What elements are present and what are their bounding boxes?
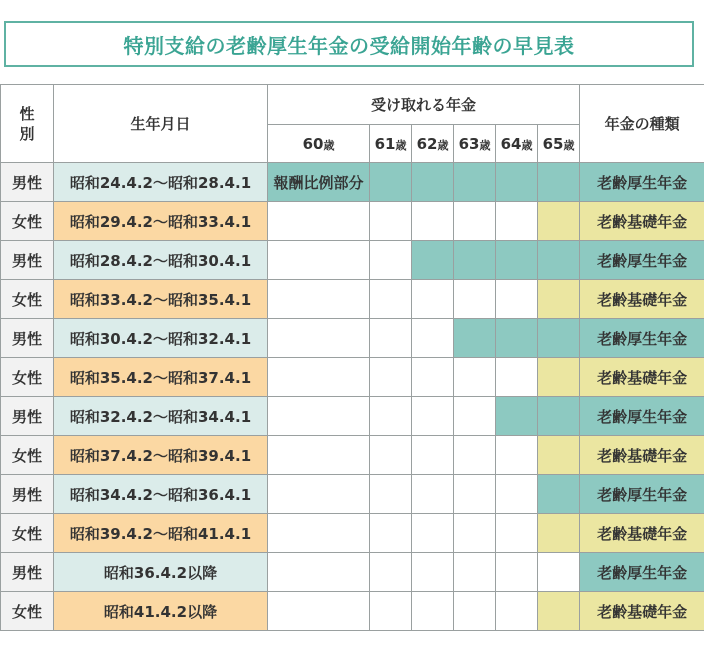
age-cell-4 bbox=[496, 241, 538, 280]
age-cell-5 bbox=[538, 319, 580, 358]
age-cell-1 bbox=[370, 202, 412, 241]
age-cell-2 bbox=[412, 202, 454, 241]
age-cell-0 bbox=[268, 436, 370, 475]
header-row-1 bbox=[1, 85, 704, 125]
age-cell-4 bbox=[496, 436, 538, 475]
table-row bbox=[1, 202, 704, 241]
age-cell-2 bbox=[412, 280, 454, 319]
header-age-62 bbox=[412, 125, 454, 163]
age-cell-2 bbox=[412, 514, 454, 553]
header-birth: 生年月日 bbox=[54, 85, 268, 163]
row-pension-kind: 老齢基礎年金 bbox=[580, 358, 704, 397]
table-body bbox=[1, 163, 704, 631]
age-cell-4 bbox=[496, 514, 538, 553]
age-cell-2 bbox=[412, 163, 454, 202]
table-row bbox=[1, 319, 704, 358]
age-cell-5 bbox=[538, 514, 580, 553]
row-pension-kind: 老齢基礎年金 bbox=[580, 592, 704, 631]
age-cell-0 bbox=[268, 514, 370, 553]
age-cell-4 bbox=[496, 475, 538, 514]
header-age-num: 62 bbox=[416, 134, 438, 153]
row-birthdate: 昭和36.4.2以降 bbox=[54, 553, 268, 592]
table-row bbox=[1, 592, 704, 631]
header-age-num: 61 bbox=[374, 134, 396, 153]
age-cell-1 bbox=[370, 397, 412, 436]
age-cell-1 bbox=[370, 319, 412, 358]
row-pension-kind: 老齢厚生年金 bbox=[580, 241, 704, 280]
row-sex: 女性 bbox=[1, 358, 54, 397]
age-cell-1 bbox=[370, 241, 412, 280]
age-cell-3 bbox=[454, 475, 496, 514]
header-receive: 受け取れる年金 bbox=[268, 85, 580, 125]
header-age-unit: 歳 bbox=[323, 138, 335, 152]
age-cell-5 bbox=[538, 475, 580, 514]
header-age-num: 64 bbox=[500, 134, 522, 153]
row-sex: 男性 bbox=[1, 319, 54, 358]
row-sex: 女性 bbox=[1, 202, 54, 241]
row-birthdate: 昭和34.4.2～昭和36.4.1 bbox=[54, 475, 268, 514]
header-age-unit: 歳 bbox=[479, 138, 491, 152]
row-sex: 女性 bbox=[1, 514, 54, 553]
row-birthdate: 昭和28.4.2～昭和30.4.1 bbox=[54, 241, 268, 280]
age-cell-4 bbox=[496, 163, 538, 202]
age-cell-3 bbox=[454, 280, 496, 319]
pension-table bbox=[0, 84, 704, 631]
age-cell-0 bbox=[268, 592, 370, 631]
age-cell-3 bbox=[454, 241, 496, 280]
age-cell-3 bbox=[454, 397, 496, 436]
header-sex-label: 性別 bbox=[19, 104, 35, 143]
header-age-unit: 歳 bbox=[437, 138, 449, 152]
row-birthdate: 昭和39.4.2～昭和41.4.1 bbox=[54, 514, 268, 553]
table-row bbox=[1, 436, 704, 475]
row-sex: 女性 bbox=[1, 592, 54, 631]
header-sex bbox=[1, 85, 54, 163]
row-pension-kind: 老齢厚生年金 bbox=[580, 319, 704, 358]
age-cell-5 bbox=[538, 241, 580, 280]
header-age-64 bbox=[496, 125, 538, 163]
row-pension-kind: 老齢基礎年金 bbox=[580, 436, 704, 475]
row-pension-kind: 老齢基礎年金 bbox=[580, 514, 704, 553]
age-cell-1 bbox=[370, 592, 412, 631]
age-cell-3 bbox=[454, 436, 496, 475]
header-age-num: 65 bbox=[542, 134, 564, 153]
header-age-num: 63 bbox=[458, 134, 480, 153]
age-cell-5 bbox=[538, 202, 580, 241]
age-cell-3 bbox=[454, 319, 496, 358]
row-sex: 男性 bbox=[1, 163, 54, 202]
header-age-60 bbox=[268, 125, 370, 163]
age-cell-5 bbox=[538, 436, 580, 475]
header-age-unit: 歳 bbox=[563, 138, 575, 152]
table-row bbox=[1, 514, 704, 553]
age-cell-5 bbox=[538, 553, 580, 592]
age-cell-3 bbox=[454, 553, 496, 592]
age-cell-4 bbox=[496, 358, 538, 397]
age-cell-3 bbox=[454, 358, 496, 397]
age-cell-4 bbox=[496, 397, 538, 436]
header-kind: 年金の種類 bbox=[580, 85, 704, 163]
table-row bbox=[1, 241, 704, 280]
row-pension-kind: 老齢厚生年金 bbox=[580, 163, 704, 202]
age-cell-4 bbox=[496, 592, 538, 631]
header-age-unit: 歳 bbox=[521, 138, 533, 152]
age-cell-4 bbox=[496, 553, 538, 592]
row-birthdate: 昭和37.4.2～昭和39.4.1 bbox=[54, 436, 268, 475]
header-age-61 bbox=[370, 125, 412, 163]
age-cell-3 bbox=[454, 163, 496, 202]
age-cell-0 bbox=[268, 475, 370, 514]
table-row bbox=[1, 358, 704, 397]
age-cell-5 bbox=[538, 397, 580, 436]
age-cell-2 bbox=[412, 319, 454, 358]
age-cell-1 bbox=[370, 514, 412, 553]
age-cell-5 bbox=[538, 358, 580, 397]
age-cell-0 bbox=[268, 553, 370, 592]
header-age-num: 60 bbox=[302, 134, 324, 153]
table-row bbox=[1, 397, 704, 436]
age-cell-0 bbox=[268, 280, 370, 319]
row-sex: 女性 bbox=[1, 280, 54, 319]
age-cell-2 bbox=[412, 241, 454, 280]
age-cell-2 bbox=[412, 397, 454, 436]
row-pension-kind: 老齢厚生年金 bbox=[580, 397, 704, 436]
row-birthdate: 昭和35.4.2～昭和37.4.1 bbox=[54, 358, 268, 397]
age-cell-5 bbox=[538, 592, 580, 631]
row-birthdate: 昭和32.4.2～昭和34.4.1 bbox=[54, 397, 268, 436]
age-cell-3 bbox=[454, 202, 496, 241]
row-pension-kind: 老齢基礎年金 bbox=[580, 202, 704, 241]
table-row bbox=[1, 553, 704, 592]
row-birthdate: 昭和30.4.2～昭和32.4.1 bbox=[54, 319, 268, 358]
row-birthdate: 昭和33.4.2～昭和35.4.1 bbox=[54, 280, 268, 319]
row-sex: 男性 bbox=[1, 397, 54, 436]
row-sex: 男性 bbox=[1, 475, 54, 514]
age-cell-0 bbox=[268, 319, 370, 358]
age-cell-0 bbox=[268, 202, 370, 241]
age-cell-1 bbox=[370, 475, 412, 514]
hourei-hirei-label: 報酬比例部分 bbox=[268, 163, 370, 202]
header-age-63 bbox=[454, 125, 496, 163]
row-birthdate: 昭和29.4.2～昭和33.4.1 bbox=[54, 202, 268, 241]
age-cell-0 bbox=[268, 241, 370, 280]
age-cell-3 bbox=[454, 514, 496, 553]
age-cell-1 bbox=[370, 163, 412, 202]
row-sex: 男性 bbox=[1, 241, 54, 280]
row-birthdate: 昭和24.4.2～昭和28.4.1 bbox=[54, 163, 268, 202]
age-cell-3 bbox=[454, 592, 496, 631]
row-sex: 男性 bbox=[1, 553, 54, 592]
age-cell-2 bbox=[412, 358, 454, 397]
table-row bbox=[1, 280, 704, 319]
age-cell-1 bbox=[370, 358, 412, 397]
header-age-65 bbox=[538, 125, 580, 163]
page-title: 特別支給の老齢厚生年金の受給開始年齢の早見表 bbox=[4, 21, 694, 67]
age-cell-2 bbox=[412, 475, 454, 514]
age-cell-2 bbox=[412, 436, 454, 475]
row-birthdate: 昭和41.4.2以降 bbox=[54, 592, 268, 631]
age-cell-4 bbox=[496, 319, 538, 358]
table-row bbox=[1, 475, 704, 514]
age-cell-2 bbox=[412, 592, 454, 631]
age-cell-1 bbox=[370, 553, 412, 592]
age-cell-4 bbox=[496, 280, 538, 319]
header-age-unit: 歳 bbox=[395, 138, 407, 152]
row-pension-kind: 老齢厚生年金 bbox=[580, 475, 704, 514]
age-cell-5 bbox=[538, 280, 580, 319]
age-cell-0 bbox=[268, 358, 370, 397]
row-pension-kind: 老齢基礎年金 bbox=[580, 280, 704, 319]
table-row bbox=[1, 163, 704, 202]
age-cell-5 bbox=[538, 163, 580, 202]
age-cell-2 bbox=[412, 553, 454, 592]
age-cell-0 bbox=[268, 397, 370, 436]
age-cell-1 bbox=[370, 280, 412, 319]
row-sex: 女性 bbox=[1, 436, 54, 475]
age-cell-4 bbox=[496, 202, 538, 241]
row-pension-kind: 老齢厚生年金 bbox=[580, 553, 704, 592]
age-cell-1 bbox=[370, 436, 412, 475]
